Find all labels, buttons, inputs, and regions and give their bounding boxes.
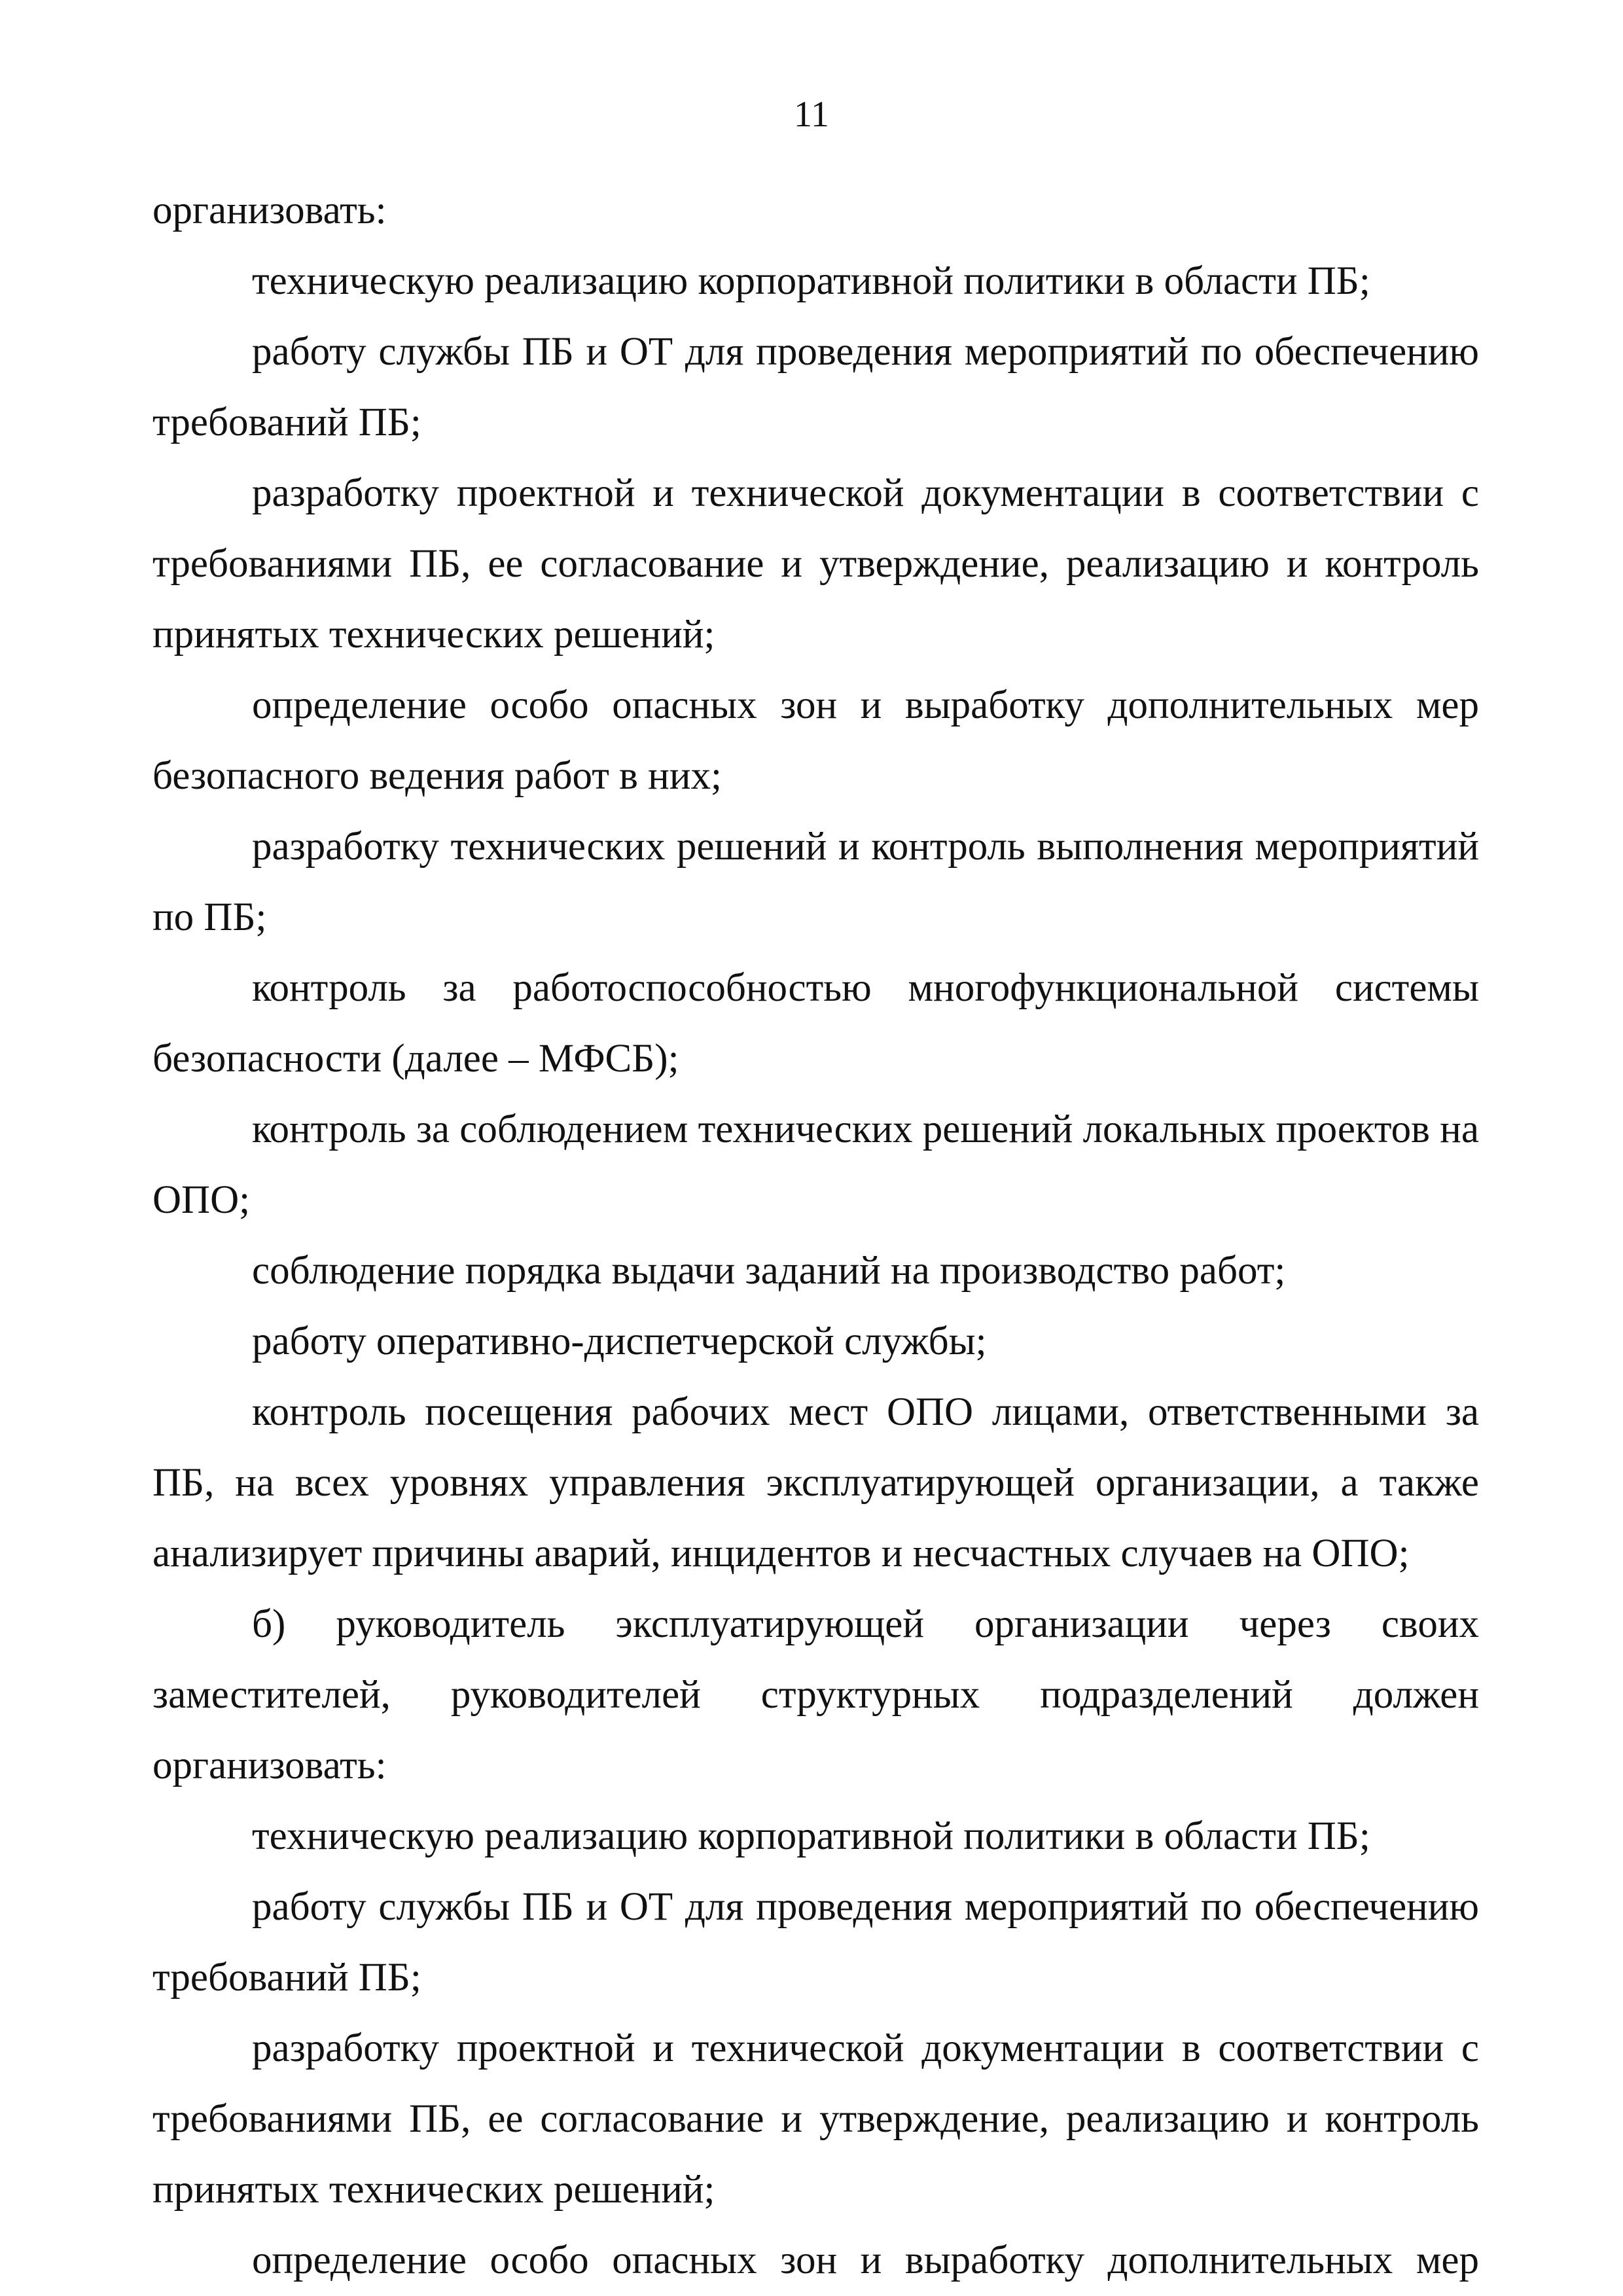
paragraph: работу службы ПБ и ОТ для проведения мероприятий по обеспечению требований ПБ;	[152, 1885, 1479, 2000]
paragraph: разработку технических решений и контроль выполнения мероприятий по ПБ;	[152, 825, 1479, 939]
paragraph: техническую реализацию корпоративной политики в области ПБ;	[252, 1814, 1370, 1858]
paragraph: контроль за работоспособностью многофункциональной системы безопасности (далее – МФСБ);	[152, 966, 1479, 1081]
paragraph: соблюдение порядка выдачи заданий на производство работ;	[252, 1249, 1286, 1293]
paragraph: работу службы ПБ и ОТ для проведения мероприятий по обеспечению требований ПБ;	[152, 330, 1479, 444]
paragraph: определение особо опасных зон и выработку дополнительных мер	[252, 2238, 1479, 2282]
paragraph: б) руководитель эксплуатирующей организации через своих заместителей, руководителей структурных подразделений должен организовать:	[152, 1602, 1479, 1787]
page-number: 11	[794, 94, 829, 135]
paragraph: разработку проектной и технической документации в соответствии с требованиями ПБ, ее согласование и утверждение, реализацию и контроль принятых технических решений;	[152, 2026, 1479, 2212]
paragraph: определение особо опасных зон и выработку дополнительных мер безопасного ведения работ в них;	[152, 683, 1479, 798]
paragraph: организовать:	[152, 188, 387, 232]
paragraph: разработку проектной и технической документации в соответствии с требованиями ПБ, ее согласование и утверждение, реализацию и контроль принятых технических решений;	[152, 471, 1479, 656]
paragraph: контроль за соблюдением технических решений локальных проектов на ОПО;	[152, 1107, 1479, 1222]
document-body	[152, 175, 1479, 2296]
paragraph: техническую реализацию корпоративной политики в области ПБ;	[252, 259, 1370, 303]
paragraph: контроль посещения рабочих мест ОПО лицами, ответственными за ПБ, на всех уровнях управления эксплуатирующей организации, а также анализирует причины аварий, инцидентов и несчастных случаев на ОПО;	[152, 1390, 1479, 1575]
paragraph: работу оперативно-диспетчерской службы;	[252, 1319, 987, 1363]
